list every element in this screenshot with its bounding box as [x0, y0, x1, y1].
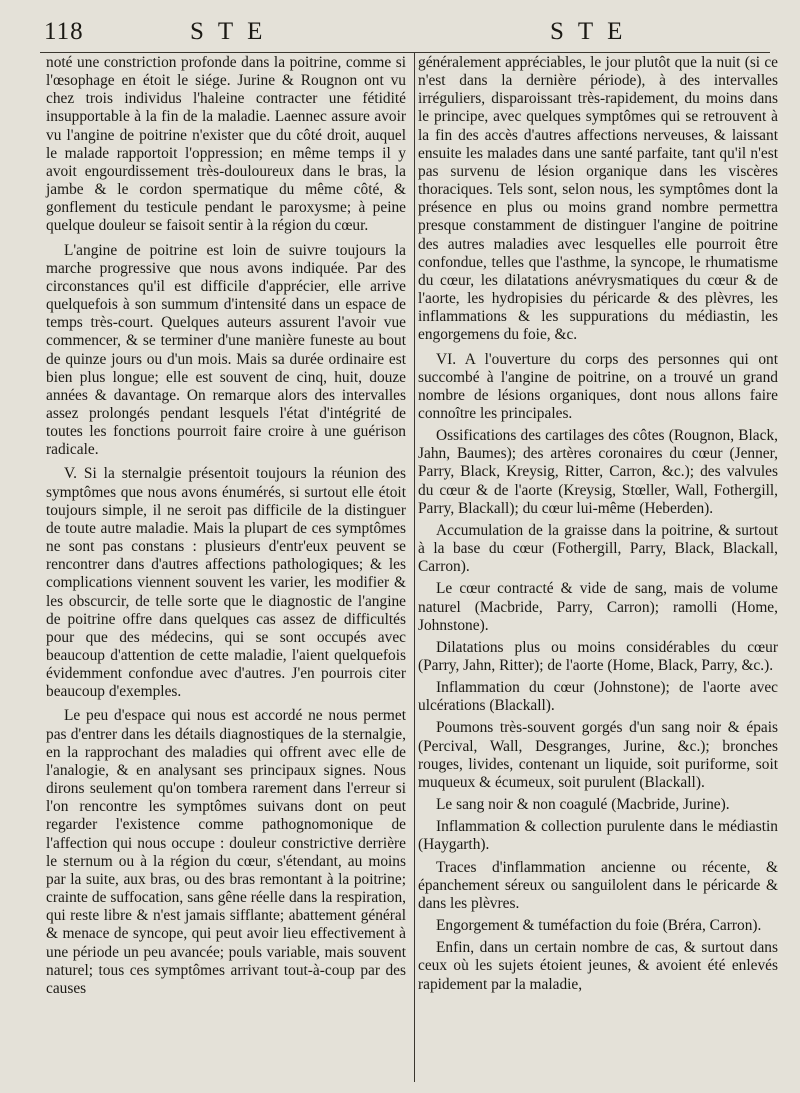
paragraph: Accumulation de la graisse dans la poitrine, & surtout à la base du cœur (Fothergill, Parry, Black, Blackall, Carron). [418, 521, 778, 576]
running-head-right: STE [550, 18, 637, 45]
paragraph: Engorgement & tuméfaction du foie (Bréra, Carron). [436, 917, 762, 935]
paragraph: VI. A l'ouverture du corps des personnes qui ont succombé à l'angine de poitrine, on a trouvé un grand nombre de lésions organiques, dont nous allons faire connoître les principales. [418, 350, 778, 422]
paragraph: Inflammation & collection purulente dans le médiastin (Haygarth). [418, 818, 778, 854]
page-header [0, 0, 800, 50]
header-rule [40, 52, 770, 53]
page-number: 118 [44, 18, 84, 45]
paragraph: Le peu d'espace qui nous est accordé ne nous permet pas d'entrer dans les détails diagnostiques de la sternalgie, en la rapprochant des maladies qui offrent avec elle de l'analogie, & en analysant ses principaux signes. Nous dirons seulement qu'on tombera rarement dans l'erreur si l'on rencontre les symptômes suivans dont on peut regarder l'existence comme pathognomonique de l'affection qui nous occupe : douleur constrictive derrière le sternum ou à la région du cœur, s'étendant, au moins par la suite, aux bras, ou des bras remontant à la poitrine; crainte de suffocation, sans gêne réelle dans la respiration, qui reste libre & n'est jamais sifflante; abattement général & menace de syncope, qui peut avoir lieu effectivement à une période un peu avancée; pouls variable, mais souvent naturel; tous ces symptômes arrivant tout-à-coup par des causes [46, 707, 406, 997]
paragraph: Traces d'inflammation ancienne ou récente, & épanchement séreux ou sanguilolent dans le péricarde & dans les plèvres. [418, 858, 778, 912]
paragraph: Enfin, dans un certain nombre de cas, & surtout dans ceux où les sujets étoient jeunes, & avoient été enlevés rapidement par la maladie, [418, 939, 778, 993]
paragraph: Poumons très-souvent gorgés d'un sang noir & épais (Percival, Wall, Desgranges, Jurine, &c.); bronches rouges, livides, contenant un liquide, soit puriforme, soit muqueux & écumeux, soit purulent (Blackall). [418, 719, 778, 791]
paragraph: Le sang noir & non coagulé (Macbride, Jurine). [436, 796, 730, 814]
running-head-left: STE [190, 18, 277, 45]
left-column [46, 54, 406, 998]
paragraph: V. Si la sternalgie présentoit toujours la réunion des symptômes que nous avons énumérés, si surtout elle étoit toujours simple, il ne seroit pas difficile de la distinguer de toute autre maladie. Mais la plupart de ces symptômes ne sont pas constans : plusieurs d'entr'eux peuvent se rencontrer dans d'autres affections pathologiques; & les complications viennent souvent les varier, les modifier & les obscurcir, de telle sorte que le diagnostic de l'angine de poitrine offre dans quelques cas assez de difficultés pour que des médecins, qui se sont occupés avec beaucoup d'attention de cette maladie, l'aient quelquefois évidemment confondue avec d'autres. J'en pourrois citer beaucoup d'exemples. [46, 465, 406, 701]
paragraph: Dilatations plus ou moins considérables du cœur (Parry, Jahn, Ritter); de l'aorte (Home, Black, Parry, &c.). [418, 638, 778, 674]
paragraph: Ossifications des cartilages des côtes (Rougnon, Black, Jahn, Baumes); des artères coronaires du cœur (Jenner, Parry, Black, Kreysig, Ritter, Carron, &c.); des valvules du cœur & de l'aorte (Kreysig, Stœller, Wall, Fothergill, Parry, Blackall); du cœur lui-même (Heberden). [418, 427, 778, 517]
right-column [418, 54, 778, 994]
paragraph: Le cœur contracté & vide de sang, mais de volume naturel (Macbride, Parry, Carron); ramolli (Home, Johnstone). [418, 580, 778, 634]
paragraph: L'angine de poitrine est loin de suivre toujours la marche progressive que nous avons indiquée. Par des circonstances qu'il est difficile d'apprécier, elle arrive quelquefois à son summum d'intensité dans un espace de temps très-court. Quelques auteurs assurent l'avoir vue commencer, & se terminer d'une manière funeste au bout de quinze jours ou d'un mois. Mais sa durée ordinaire est bien plus longue; elle est souvent de cinq, huit, douze années & davantage. On remarque alors des intervalles assez prolongés pendant lesquels l'état d'intégrité de toutes les fonctions pourroit faire croire à une guérison radicale. [46, 241, 406, 459]
paragraph: noté une constriction profonde dans la poitrine, comme si l'œsophage en étoit le siége. Jurine & Rougnon ont vu chez trois individus l'haleine contracter une fétidité insupportable à la fin de la maladie. Laennec assure avoir vu l'angine de poitrine n'exister que du côté droit, auquel le malade rapportoit l'oppression; en même temps il y avoit engourdissement très-douloureux dans le bras, la jambe & le cordon spermatique du même côté, & gonflement du testicule pendant le paroxysme; à peine quelque douleur se faisoit sentir à la région du cœur. [46, 54, 406, 235]
paragraph: généralement appréciables, le jour plutôt que la nuit (si ce n'est dans la dernière période), à des intervalles irréguliers, disparoissant très-rapidement, du moins dans le principe, avec quelques symptômes qui se retrouvent à la fin des accès d'autres affections nerveuses, & laissant ensuite les malades dans une santé parfaite, tant qu'il n'est pas survenu de lésion organique dans les viscères thoraciques. Tels sont, selon nous, les symptômes dont la présence en plus ou moins grand nombre permettra presque constamment de distinguer l'angine de poitrine des autres maladies avec lesquelles elle pourroit être confondue, telles que l'asthme, la syncope, le rhumatisme du cœur, les dilatations anévrysmatiques du cœur & de l'aorte, les hydropisies du péricarde & des plèvres, les inflammations & les suppurations du médiastin, les engorgemens du foie, &c. [418, 54, 778, 344]
paragraph: Inflammation du cœur (Johnstone); de l'aorte avec ulcérations (Blackall). [418, 679, 778, 715]
column-divider [414, 52, 415, 1082]
